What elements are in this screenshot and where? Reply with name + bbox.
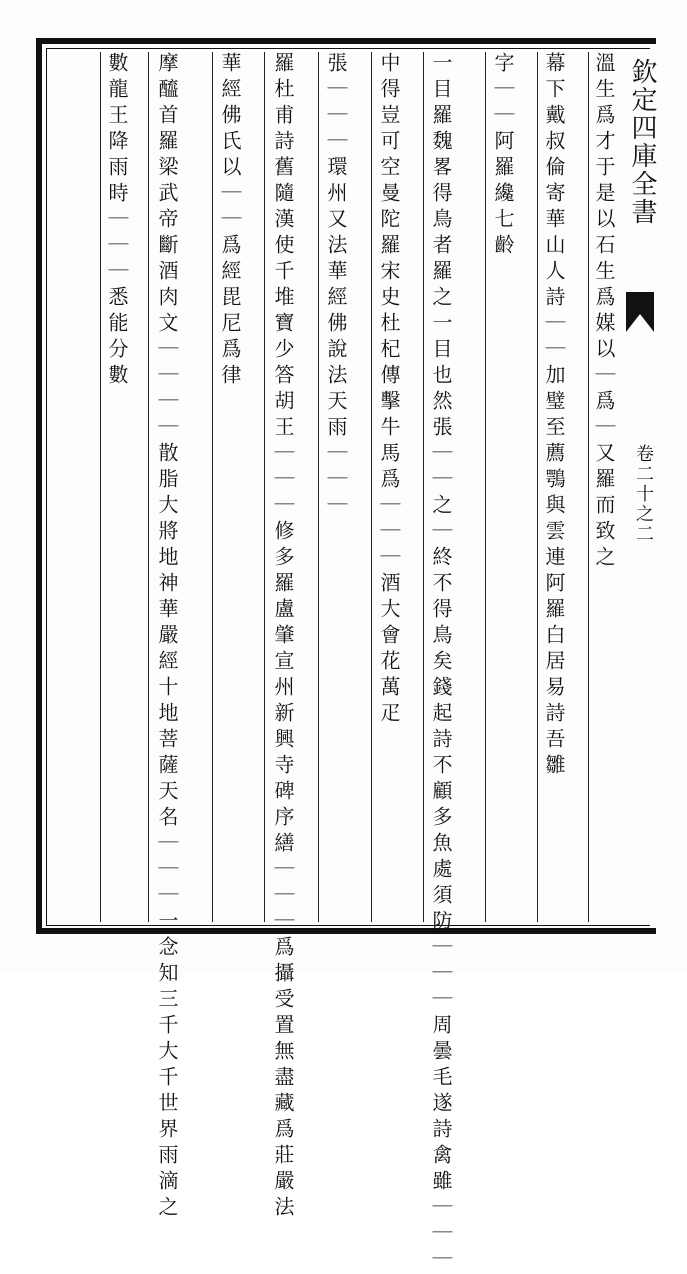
column-divider [264,52,265,922]
column-divider [148,52,149,922]
text-column: 華經佛氏以｜｜爲經毘尼爲律 [218,52,242,390]
column-divider [485,52,486,922]
column-divider [212,52,213,922]
text-column: 一目羅魏畧得鳥者羅之一目也然張｜｜之｜終不得鳥矣錢起詩不顧多魚處須防｜｜｜周曇毛遂詩禽雖｜｜｜ [429,52,453,1274]
column-divider [423,52,424,922]
text-column: 字｜｜阿羅纔七齡 [491,52,515,260]
text-column: 羅杜甫詩舊隨漢使千堆寶少答胡王｜｜｜修多羅盧肇宣州新興寺碑序繕｜｜｜爲攝受置無盡藏爲莊嚴法 [271,52,295,1222]
column-divider [588,52,589,922]
volume-label: 卷二十之二 [633,444,654,544]
text-column: 摩醯首羅梁武帝斷酒肉文｜｜｜｜散脂大將地神華嚴經十地菩薩天名｜｜｜一念知三千大千世界雨滴之 [155,52,179,1222]
text-column: 溫生爲才于是以石生爲媒以｜爲｜又羅而致之 [592,52,616,572]
column-divider [537,52,538,922]
book-title: 欽定四庫全書 [627,58,657,226]
column-divider [371,52,372,922]
page-gutter [624,44,657,930]
text-column: 張｜｜｜環州又法華經佛說法天雨｜｜｜ [324,52,348,520]
column-divider [318,52,319,922]
text-column: 幕下戴叔倫寄華山人詩｜｜加璧至薦鶚與雲連阿羅白居易詩吾雛 [542,52,566,780]
text-column: 中得豈可空曼陀羅宋史杜杞傳擊牛馬爲｜｜｜酒大會花萬疋 [377,52,401,728]
text-column: 數龍王降雨時｜｜｜悉能分數 [105,52,129,390]
fishtail-mark-icon [626,292,654,332]
column-divider [100,52,101,922]
